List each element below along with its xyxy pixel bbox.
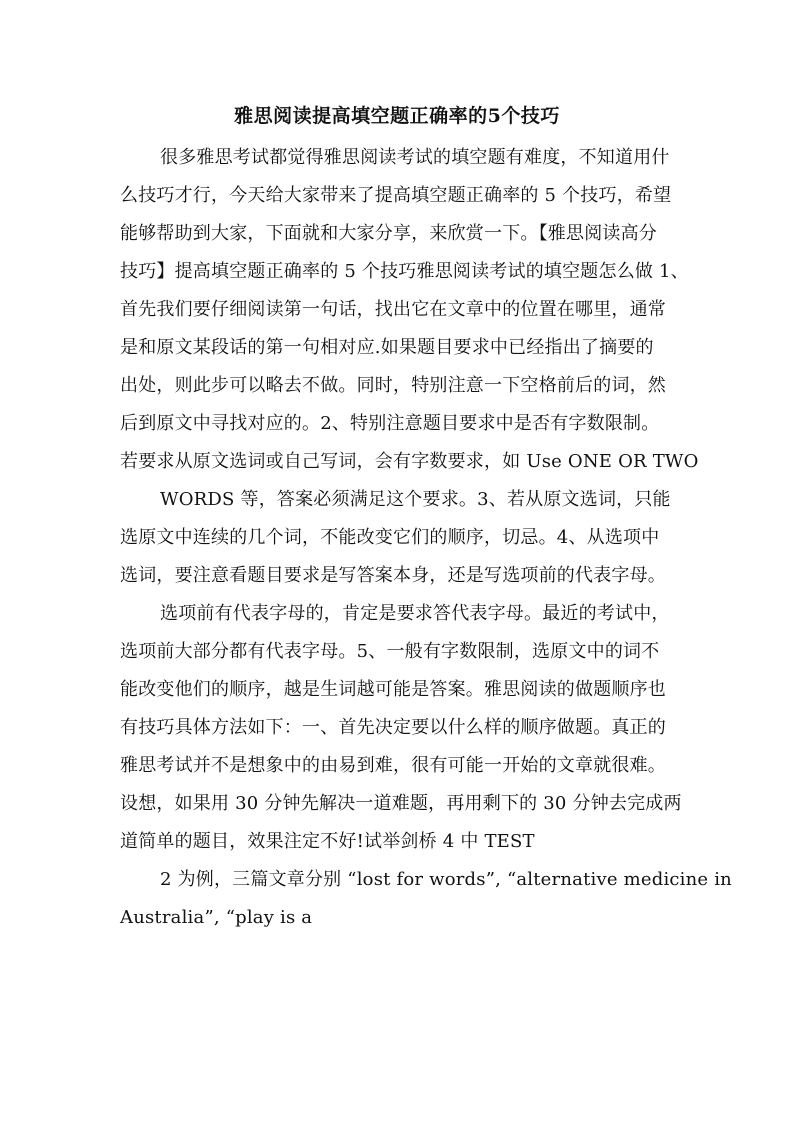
text-line: 设想，如果用 30 分钟先解决一道难题，再用剩下的 30 分钟去完成两 xyxy=(120,793,682,814)
text-line: 选原文中连续的几个词，不能改变它们的顺序，切忌。4、从选项中 xyxy=(120,527,660,548)
text-line: 技巧】提高填空题正确率的 5 个技巧雅思阅读考试的填空题怎么做 1、 xyxy=(120,261,689,282)
text-line: 选项前有代表字母的，肯定是要求答代表字母。最近的考试中， xyxy=(160,603,670,624)
document-title: 雅思阅读提高填空题正确率的5个技巧 xyxy=(234,105,560,127)
text-line: 么技巧才行，今天给大家带来了提高填空题正确率的 5 个技巧，希望 xyxy=(120,185,672,206)
text-line: 很多雅思考试都觉得雅思阅读考试的填空题有难度，不知道用什 xyxy=(160,147,670,168)
text-line: 能改变他们的顺序，越是生词越可能是答案。雅思阅读的做题顺序也 xyxy=(120,679,666,700)
text-line: 后到原文中寻找对应的。2、特别注意题目要求中是否有字数限制。 xyxy=(120,413,660,434)
text-line: 选项前大部分都有代表字母。5、一般有字数限制，选原文中的词不 xyxy=(120,641,660,662)
text-line: Australia”, “play is a xyxy=(120,907,313,928)
text-line: 有技巧具体方法如下：一、首先决定要以什么样的顺序做题。真正的 xyxy=(120,717,666,738)
text-line: 是和原文某段话的第一句相对应.如果题目要求中已经指出了摘要的 xyxy=(120,337,654,358)
text-line: 若要求从原文选词或自己写词，会有字数要求，如 Use ONE OR TWO xyxy=(120,451,699,472)
text-line: 出处，则此步可以略去不做。同时，特别注意一下空格前后的词，然 xyxy=(120,375,666,396)
text-line: 选词，要注意看题目要求是写答案本身，还是写选项前的代表字母。 xyxy=(120,565,666,586)
text-line: WORDS 等，答案必须满足这个要求。3、若从原文选词，只能 xyxy=(160,489,671,510)
text-line: 能够帮助到大家，下面就和大家分享，来欣赏一下。【雅思阅读高分 xyxy=(120,223,657,244)
text-line: 首先我们要仔细阅读第一句话，找出它在文章中的位置在哪里，通常 xyxy=(120,299,666,320)
text-line: 道简单的题目，效果注定不好!试举剑桥 4 中 TEST xyxy=(120,831,535,852)
text-line: 雅思考试并不是想象中的由易到难，很有可能一开始的文章就很难。 xyxy=(120,755,666,776)
text-line: 2 为例，三篇文章分别 “lost for words”, “alternative medicine in xyxy=(160,869,732,890)
